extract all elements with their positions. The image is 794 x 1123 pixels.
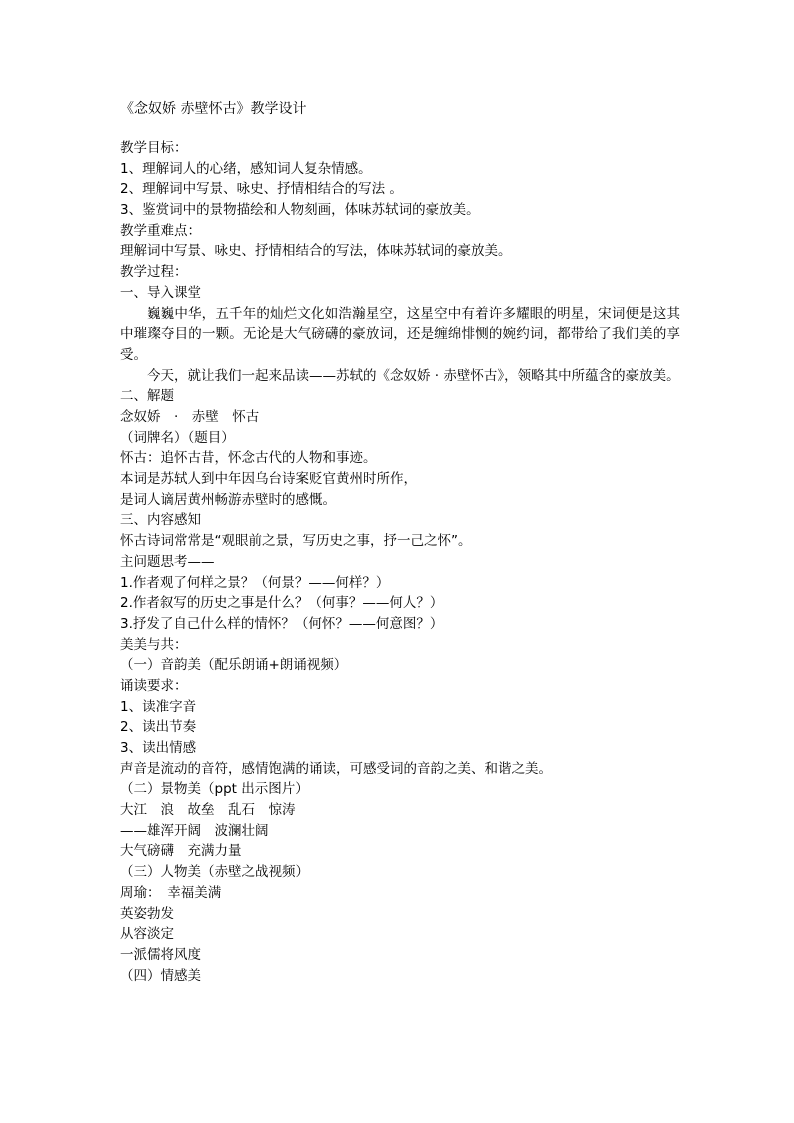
body-line: 是词人谪居黄州畅游赤壁时的感慨。 [120, 491, 336, 508]
body-line: 主问题思考—— [120, 553, 215, 570]
body-line: 英姿勃发 [120, 905, 174, 922]
body-line: 怀古诗词常常是“观眼前之景，写历史之事，抒一己之怀”。 [120, 533, 472, 550]
body-line: 三、内容感知 [120, 512, 201, 529]
body-line: 念奴娇 · 赤壁 怀古 [120, 409, 260, 425]
body-line: 1.作者观了何样之景？（何景？——何样？） [120, 574, 390, 591]
body-line: 诵读要求： [120, 677, 188, 694]
body-line: （词牌名）（题目） [120, 429, 235, 446]
body-line: 二、解题 [120, 388, 174, 405]
document-title: 《念奴娇 赤壁怀古》教学设计 [120, 101, 307, 117]
goals-heading: 教学目标： [120, 140, 188, 156]
process-heading: 教学过程： [120, 264, 188, 281]
body-line: 大气磅礴 充满力量 [120, 843, 242, 860]
goal-item: 1、理解词人的心绪，感知词人复杂情感。 [120, 160, 372, 177]
intro-paragraph: 巍巍中华，五千年的灿烂文化如浩瀚星空，这星空中有着许多耀眼的明星，宋词便是这其中璀璨夺目的一颗。无论是大气磅礴的豪放词，还是缠绵悱恻的婉约词，都带给了我们美的享受。 [120, 305, 680, 363]
body-line: 本词是苏轼人到中年因乌台诗案贬官黄州时所作， [120, 471, 417, 488]
document-body [120, 138, 680, 986]
body-line: 美美与共： [120, 636, 188, 653]
body-line: 3、读出情感 [120, 740, 197, 756]
body-line: （四）情感美 [120, 967, 201, 984]
intro-paragraph: 今天，就让我们一起来品读——苏轼的《念奴娇 · 赤壁怀古》，领略其中所蕴含的豪放美。 [147, 367, 680, 384]
body-line: 声音是流动的音符，感情饱满的诵读，可感受词的音韵之美、和谐之美。 [120, 760, 552, 777]
section-heading: 一、导入课堂 [120, 284, 201, 301]
body-line: 3.抒发了自己什么样的情怀？（何怀？——何意图？） [120, 615, 444, 632]
goal-item: 3、鉴赏词中的景物描绘和人物刻画，体味苏轼词的豪放美。 [120, 202, 480, 219]
body-line: 2、读出节奏 [120, 719, 197, 736]
body-line: ——雄浑开阔 波澜壮阔 [120, 822, 269, 839]
body-line: （三）人物美（赤壁之战视频） [120, 864, 309, 881]
key-points-heading: 教学重难点： [120, 222, 201, 239]
body-line: 一派儒将风度 [120, 946, 201, 963]
body-line: 从容淡定 [120, 926, 174, 943]
body-line: （二）景物美（ppt 出示图片） [120, 781, 309, 798]
body-line: 1、读准字音 [120, 698, 197, 715]
goal-item: 2、理解词中写景、咏史、抒情相结合的写法 。 [120, 181, 403, 198]
body-line: 周瑜： 幸福美满 [120, 884, 222, 901]
body-line: 2.作者叙写的历史之事是什么？（何事？——何人？） [120, 595, 444, 612]
body-line: 怀古：追怀古昔，怀念古代的人物和事迹。 [120, 450, 377, 467]
body-line: （一）音韵美（配乐朗诵+朗诵视频） [120, 657, 348, 674]
body-line: 大江 浪 故垒 乱石 惊涛 [120, 802, 296, 819]
key-points-text: 理解词中写景、咏史、抒情相结合的写法，体味苏轼词的豪放美。 [120, 243, 512, 260]
